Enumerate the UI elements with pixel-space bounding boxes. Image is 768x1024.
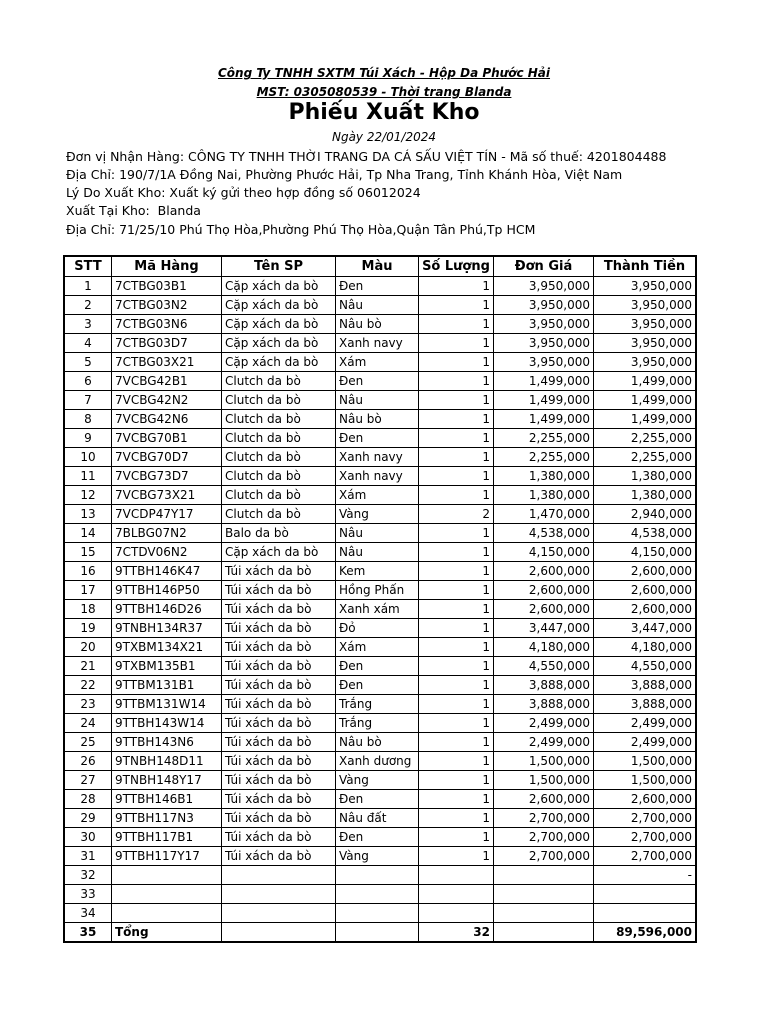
table-row bbox=[65, 315, 696, 334]
cell-stt: 17 bbox=[65, 581, 112, 600]
cell-amount: 2,700,000 bbox=[594, 809, 696, 828]
col-header-code: Mã Hàng bbox=[112, 257, 222, 277]
cell-color: Trắng bbox=[336, 695, 419, 714]
cell-color: Nâu bbox=[336, 296, 419, 315]
cell-code: 9TNBH148D11 bbox=[112, 752, 222, 771]
cell-stt: 22 bbox=[65, 676, 112, 695]
table-row bbox=[65, 847, 696, 866]
cell-code: 9TNBH148Y17 bbox=[112, 771, 222, 790]
table-row bbox=[65, 676, 696, 695]
cell-code: 7VCBG42N6 bbox=[112, 410, 222, 429]
cell-unit-price: 4,150,000 bbox=[494, 543, 594, 562]
cell-unit-price: 4,538,000 bbox=[494, 524, 594, 543]
cell-quantity bbox=[419, 885, 494, 904]
cell-quantity: 1 bbox=[419, 277, 494, 296]
cell-color: Nâu bò bbox=[336, 733, 419, 752]
cell-amount bbox=[594, 904, 696, 923]
cell-stt: 30 bbox=[65, 828, 112, 847]
cell-color: Xanh navy bbox=[336, 467, 419, 486]
cell-unit-price: 2,700,000 bbox=[494, 828, 594, 847]
cell-unit-price: 3,950,000 bbox=[494, 296, 594, 315]
table-row bbox=[65, 296, 696, 315]
cell-amount: 4,538,000 bbox=[594, 524, 696, 543]
cell-product: Cặp xách da bò bbox=[222, 353, 336, 372]
table-row bbox=[65, 733, 696, 752]
cell-unit-price: 2,499,000 bbox=[494, 714, 594, 733]
cell-product: Clutch da bò bbox=[222, 410, 336, 429]
cell-code: 9TTBH143W14 bbox=[112, 714, 222, 733]
cell-quantity: 1 bbox=[419, 581, 494, 600]
tax-code-line: MST: 0305080539 - Thời trang Blanda bbox=[256, 85, 512, 99]
col-header-unit-price: Đơn Giá bbox=[494, 257, 594, 277]
cell-unit-price: 2,499,000 bbox=[494, 733, 594, 752]
cell-product: Túi xách da bò bbox=[222, 790, 336, 809]
cell-unit-price: 1,499,000 bbox=[494, 391, 594, 410]
cell-color: Trắng bbox=[336, 714, 419, 733]
cell-stt: 28 bbox=[65, 790, 112, 809]
export-reason-line: Lý Do Xuất Kho: Xuất ký gửi theo hợp đồng số 06012024 bbox=[66, 185, 421, 200]
cell-amount: 2,700,000 bbox=[594, 847, 696, 866]
cell-unit-price: 1,380,000 bbox=[494, 467, 594, 486]
cell-unit-price: 3,950,000 bbox=[494, 277, 594, 296]
cell-unit-price: 1,499,000 bbox=[494, 372, 594, 391]
cell-amount: 1,499,000 bbox=[594, 410, 696, 429]
cell-quantity: 1 bbox=[419, 790, 494, 809]
cell-quantity: 1 bbox=[419, 733, 494, 752]
cell-quantity: 1 bbox=[419, 847, 494, 866]
cell-product: Túi xách da bò bbox=[222, 657, 336, 676]
table-row bbox=[65, 638, 696, 657]
cell-color: Đen bbox=[336, 790, 419, 809]
cell-product: Túi xách da bò bbox=[222, 847, 336, 866]
table-row bbox=[65, 372, 696, 391]
cell-product: Túi xách da bò bbox=[222, 581, 336, 600]
cell-quantity: 1 bbox=[419, 410, 494, 429]
cell-product: Clutch da bò bbox=[222, 372, 336, 391]
cell-quantity: 1 bbox=[419, 562, 494, 581]
cell-quantity: 1 bbox=[419, 714, 494, 733]
cell-stt: 9 bbox=[65, 429, 112, 448]
cell-color: Xám bbox=[336, 353, 419, 372]
cell-color: Nâu bbox=[336, 524, 419, 543]
cell-amount: 2,600,000 bbox=[594, 562, 696, 581]
cell-code: 7CTDV06N2 bbox=[112, 543, 222, 562]
cell-quantity: 2 bbox=[419, 505, 494, 524]
table-row bbox=[65, 866, 696, 885]
table-row bbox=[65, 752, 696, 771]
cell-color: Xanh navy bbox=[336, 334, 419, 353]
cell-product: Túi xách da bò bbox=[222, 638, 336, 657]
cell-product: Balo da bò bbox=[222, 524, 336, 543]
cell-product bbox=[222, 923, 336, 942]
cell-code: 9TTBH117N3 bbox=[112, 809, 222, 828]
cell-color: Nâu bbox=[336, 391, 419, 410]
cell-stt: 29 bbox=[65, 809, 112, 828]
cell-quantity: 1 bbox=[419, 448, 494, 467]
cell-amount: 3,888,000 bbox=[594, 695, 696, 714]
cell-amount: 3,447,000 bbox=[594, 619, 696, 638]
warehouse-address-line: Địa Chỉ: 71/25/10 Phú Thọ Hòa,Phường Phú Thọ Hòa,Quận Tân Phú,Tp HCM bbox=[66, 222, 536, 237]
cell-color: Nâu bò bbox=[336, 315, 419, 334]
cell-code: 7VCBG73D7 bbox=[112, 467, 222, 486]
cell-product: Clutch da bò bbox=[222, 467, 336, 486]
cell-code: 9TTBH146D26 bbox=[112, 600, 222, 619]
table-row bbox=[65, 448, 696, 467]
cell-amount: 3,950,000 bbox=[594, 296, 696, 315]
col-header-color: Màu bbox=[336, 257, 419, 277]
cell-product: Clutch da bò bbox=[222, 448, 336, 467]
cell-color bbox=[336, 885, 419, 904]
cell-amount: 2,255,000 bbox=[594, 448, 696, 467]
cell-color: Đen bbox=[336, 277, 419, 296]
cell-stt: 25 bbox=[65, 733, 112, 752]
cell-product: Clutch da bò bbox=[222, 486, 336, 505]
cell-code: 9TTBM131B1 bbox=[112, 676, 222, 695]
cell-unit-price: 1,500,000 bbox=[494, 752, 594, 771]
cell-amount: 2,499,000 bbox=[594, 733, 696, 752]
cell-code: 9TTBH143N6 bbox=[112, 733, 222, 752]
cell-color: Xám bbox=[336, 486, 419, 505]
cell-amount: 1,500,000 bbox=[594, 771, 696, 790]
cell-quantity: 1 bbox=[419, 486, 494, 505]
cell-unit-price: 3,950,000 bbox=[494, 334, 594, 353]
cell-unit-price bbox=[494, 923, 594, 942]
table-row bbox=[65, 885, 696, 904]
cell-quantity: 1 bbox=[419, 524, 494, 543]
cell-quantity bbox=[419, 904, 494, 923]
table-row bbox=[65, 581, 696, 600]
cell-product: Túi xách da bò bbox=[222, 714, 336, 733]
cell-color: Xanh navy bbox=[336, 448, 419, 467]
cell-color: Đen bbox=[336, 657, 419, 676]
cell-quantity: 1 bbox=[419, 315, 494, 334]
cell-product: Túi xách da bò bbox=[222, 752, 336, 771]
cell-quantity: 1 bbox=[419, 353, 494, 372]
cell-product: Túi xách da bò bbox=[222, 562, 336, 581]
cell-quantity: 1 bbox=[419, 543, 494, 562]
cell-unit-price: 3,888,000 bbox=[494, 695, 594, 714]
table-row bbox=[65, 543, 696, 562]
cell-quantity: 1 bbox=[419, 771, 494, 790]
cell-amount: 3,950,000 bbox=[594, 277, 696, 296]
cell-color: Vàng bbox=[336, 847, 419, 866]
table-row bbox=[65, 600, 696, 619]
cell-product: Clutch da bò bbox=[222, 391, 336, 410]
table-row bbox=[65, 486, 696, 505]
cell-quantity: 1 bbox=[419, 391, 494, 410]
table-row bbox=[65, 714, 696, 733]
cell-stt: 33 bbox=[65, 885, 112, 904]
cell-color: Xanh xám bbox=[336, 600, 419, 619]
cell-stt: 12 bbox=[65, 486, 112, 505]
cell-stt: 32 bbox=[65, 866, 112, 885]
cell-stt: 7 bbox=[65, 391, 112, 410]
cell-amount: 2,499,000 bbox=[594, 714, 696, 733]
cell-quantity bbox=[419, 866, 494, 885]
cell-unit-price: 1,380,000 bbox=[494, 486, 594, 505]
cell-color: Xám bbox=[336, 638, 419, 657]
cell-amount: 89,596,000 bbox=[594, 923, 696, 942]
table-row bbox=[65, 695, 696, 714]
cell-product: Túi xách da bò bbox=[222, 695, 336, 714]
cell-stt: 26 bbox=[65, 752, 112, 771]
cell-product: Túi xách da bò bbox=[222, 828, 336, 847]
cell-stt: 34 bbox=[65, 904, 112, 923]
cell-color: Nâu bò bbox=[336, 410, 419, 429]
cell-stt: 1 bbox=[65, 277, 112, 296]
cell-code: 7VCBG42N2 bbox=[112, 391, 222, 410]
cell-code: 9TTBH146B1 bbox=[112, 790, 222, 809]
cell-unit-price: 3,447,000 bbox=[494, 619, 594, 638]
cell-color: Đỏ bbox=[336, 619, 419, 638]
cell-stt: 14 bbox=[65, 524, 112, 543]
cell-unit-price: 2,700,000 bbox=[494, 809, 594, 828]
cell-unit-price: 2,600,000 bbox=[494, 581, 594, 600]
cell-color bbox=[336, 923, 419, 942]
cell-amount: 1,380,000 bbox=[594, 486, 696, 505]
cell-code: 9TTBM131W14 bbox=[112, 695, 222, 714]
cell-color: Nâu đất bbox=[336, 809, 419, 828]
cell-stt: 19 bbox=[65, 619, 112, 638]
cell-code: 9TTBH117Y17 bbox=[112, 847, 222, 866]
cell-unit-price: 2,700,000 bbox=[494, 847, 594, 866]
cell-stt: 4 bbox=[65, 334, 112, 353]
cell-unit-price: 3,888,000 bbox=[494, 676, 594, 695]
table-row bbox=[65, 619, 696, 638]
cell-product bbox=[222, 904, 336, 923]
cell-code: 9TXBM134X21 bbox=[112, 638, 222, 657]
cell-quantity: 1 bbox=[419, 638, 494, 657]
cell-unit-price bbox=[494, 904, 594, 923]
cell-stt: 11 bbox=[65, 467, 112, 486]
cell-color bbox=[336, 904, 419, 923]
cell-amount: 1,499,000 bbox=[594, 391, 696, 410]
cell-code bbox=[112, 885, 222, 904]
cell-product: Túi xách da bò bbox=[222, 771, 336, 790]
cell-product: Túi xách da bò bbox=[222, 733, 336, 752]
cell-code: 9TNBH134R37 bbox=[112, 619, 222, 638]
table-row bbox=[65, 277, 696, 296]
cell-stt: 16 bbox=[65, 562, 112, 581]
cell-amount: 4,150,000 bbox=[594, 543, 696, 562]
table-row bbox=[65, 353, 696, 372]
cell-stt: 24 bbox=[65, 714, 112, 733]
cell-quantity: 1 bbox=[419, 676, 494, 695]
page-title: Phiếu Xuất Kho bbox=[288, 100, 480, 125]
items-table bbox=[64, 256, 696, 942]
cell-color: Vàng bbox=[336, 505, 419, 524]
cell-code: 7VCBG42B1 bbox=[112, 372, 222, 391]
cell-code: 7CTBG03X21 bbox=[112, 353, 222, 372]
document-date: Ngày 22/01/2024 bbox=[331, 130, 437, 144]
cell-code: 7VCBG70B1 bbox=[112, 429, 222, 448]
table-row bbox=[65, 467, 696, 486]
cell-amount: 2,255,000 bbox=[594, 429, 696, 448]
cell-unit-price: 1,499,000 bbox=[494, 410, 594, 429]
col-header-product: Tên SP bbox=[222, 257, 336, 277]
cell-code: 9TTBH146K47 bbox=[112, 562, 222, 581]
table-header-row bbox=[65, 257, 696, 277]
cell-stt: 21 bbox=[65, 657, 112, 676]
cell-amount: 2,600,000 bbox=[594, 581, 696, 600]
cell-stt: 10 bbox=[65, 448, 112, 467]
cell-product: Cặp xách da bò bbox=[222, 543, 336, 562]
cell-code bbox=[112, 866, 222, 885]
cell-product: Túi xách da bò bbox=[222, 676, 336, 695]
table-row bbox=[65, 524, 696, 543]
cell-product: Túi xách da bò bbox=[222, 619, 336, 638]
cell-quantity: 32 bbox=[419, 923, 494, 942]
cell-unit-price: 1,470,000 bbox=[494, 505, 594, 524]
cell-quantity: 1 bbox=[419, 296, 494, 315]
cell-code: 7VCBG70D7 bbox=[112, 448, 222, 467]
table-row bbox=[65, 904, 696, 923]
cell-color: Vàng bbox=[336, 771, 419, 790]
cell-stt: 35 bbox=[65, 923, 112, 942]
cell-quantity: 1 bbox=[419, 372, 494, 391]
cell-code: 7VCBG73X21 bbox=[112, 486, 222, 505]
cell-product bbox=[222, 866, 336, 885]
table-row bbox=[65, 505, 696, 524]
cell-unit-price: 1,500,000 bbox=[494, 771, 594, 790]
cell-amount: 2,700,000 bbox=[594, 828, 696, 847]
cell-quantity: 1 bbox=[419, 752, 494, 771]
cell-code: 9TTBH146P50 bbox=[112, 581, 222, 600]
cell-stt: 3 bbox=[65, 315, 112, 334]
cell-amount bbox=[594, 885, 696, 904]
table-row bbox=[65, 809, 696, 828]
warehouse-line: Xuất Tại Kho: Blanda bbox=[66, 203, 201, 218]
company-name: Công Ty TNHH SXTM Túi Xách - Hộp Da Phước Hải bbox=[217, 66, 551, 80]
cell-stt: 13 bbox=[65, 505, 112, 524]
table-row bbox=[65, 334, 696, 353]
table-row bbox=[65, 657, 696, 676]
table-row bbox=[65, 828, 696, 847]
cell-stt: 6 bbox=[65, 372, 112, 391]
cell-amount: - bbox=[594, 866, 696, 885]
cell-code: 9TXBM135B1 bbox=[112, 657, 222, 676]
cell-amount: 2,600,000 bbox=[594, 600, 696, 619]
cell-quantity: 1 bbox=[419, 619, 494, 638]
cell-product: Cặp xách da bò bbox=[222, 334, 336, 353]
cell-unit-price: 2,600,000 bbox=[494, 790, 594, 809]
cell-amount: 1,500,000 bbox=[594, 752, 696, 771]
cell-unit-price: 3,950,000 bbox=[494, 353, 594, 372]
cell-color: Hồng Phấn bbox=[336, 581, 419, 600]
cell-unit-price: 4,180,000 bbox=[494, 638, 594, 657]
cell-color: Đen bbox=[336, 828, 419, 847]
cell-amount: 3,950,000 bbox=[594, 334, 696, 353]
cell-code bbox=[112, 904, 222, 923]
cell-stt: 18 bbox=[65, 600, 112, 619]
cell-code: 9TTBH117B1 bbox=[112, 828, 222, 847]
cell-product: Cặp xách da bò bbox=[222, 315, 336, 334]
table-row bbox=[65, 562, 696, 581]
table-row bbox=[65, 410, 696, 429]
cell-unit-price: 2,255,000 bbox=[494, 429, 594, 448]
cell-color: Đen bbox=[336, 429, 419, 448]
cell-amount: 3,888,000 bbox=[594, 676, 696, 695]
cell-code: 7CTBG03B1 bbox=[112, 277, 222, 296]
cell-color: Đen bbox=[336, 676, 419, 695]
cell-product: Túi xách da bò bbox=[222, 600, 336, 619]
recipient-address-line: Địa Chỉ: 190/7/1A Đồng Nai, Phường Phước Hải, Tp Nha Trang, Tỉnh Khánh Hòa, Việt Nam bbox=[66, 167, 623, 182]
cell-amount: 3,950,000 bbox=[594, 315, 696, 334]
cell-stt: 20 bbox=[65, 638, 112, 657]
cell-stt: 15 bbox=[65, 543, 112, 562]
cell-amount: 3,950,000 bbox=[594, 353, 696, 372]
cell-code: 7CTBG03N2 bbox=[112, 296, 222, 315]
table-row bbox=[65, 771, 696, 790]
cell-code: 7BLBG07N2 bbox=[112, 524, 222, 543]
cell-quantity: 1 bbox=[419, 429, 494, 448]
total-row bbox=[65, 923, 696, 942]
cell-unit-price: 4,550,000 bbox=[494, 657, 594, 676]
cell-color: Kem bbox=[336, 562, 419, 581]
cell-color: Nâu bbox=[336, 543, 419, 562]
cell-product: Túi xách da bò bbox=[222, 809, 336, 828]
cell-stt: 31 bbox=[65, 847, 112, 866]
cell-quantity: 1 bbox=[419, 467, 494, 486]
cell-unit-price bbox=[494, 885, 594, 904]
cell-product: Cặp xách da bò bbox=[222, 296, 336, 315]
cell-quantity: 1 bbox=[419, 809, 494, 828]
cell-product bbox=[222, 885, 336, 904]
cell-unit-price: 2,255,000 bbox=[494, 448, 594, 467]
cell-code: 7CTBG03N6 bbox=[112, 315, 222, 334]
cell-quantity: 1 bbox=[419, 828, 494, 847]
table-row bbox=[65, 429, 696, 448]
cell-stt: 2 bbox=[65, 296, 112, 315]
cell-stt: 23 bbox=[65, 695, 112, 714]
cell-code: 7CTBG03D7 bbox=[112, 334, 222, 353]
cell-amount: 4,550,000 bbox=[594, 657, 696, 676]
table-row bbox=[65, 790, 696, 809]
col-header-stt: STT bbox=[65, 257, 112, 277]
cell-stt: 27 bbox=[65, 771, 112, 790]
cell-code: Tổng bbox=[112, 923, 222, 942]
cell-unit-price: 2,600,000 bbox=[494, 600, 594, 619]
cell-unit-price: 2,600,000 bbox=[494, 562, 594, 581]
cell-code: 7VCDP47Y17 bbox=[112, 505, 222, 524]
cell-quantity: 1 bbox=[419, 600, 494, 619]
cell-color bbox=[336, 866, 419, 885]
table-row bbox=[65, 391, 696, 410]
cell-stt: 5 bbox=[65, 353, 112, 372]
cell-amount: 4,180,000 bbox=[594, 638, 696, 657]
cell-amount: 2,600,000 bbox=[594, 790, 696, 809]
cell-product: Clutch da bò bbox=[222, 429, 336, 448]
cell-amount: 2,940,000 bbox=[594, 505, 696, 524]
cell-color: Đen bbox=[336, 372, 419, 391]
recipient-line: Đơn vị Nhận Hàng: CÔNG TY TNHH THỜI TRANG DA CÁ SẤU VIỆT TÍN - Mã số thuế: 4201804488 bbox=[66, 149, 667, 164]
cell-product: Clutch da bò bbox=[222, 505, 336, 524]
col-header-quantity: Số Lượng bbox=[419, 257, 494, 277]
cell-unit-price: 3,950,000 bbox=[494, 315, 594, 334]
cell-quantity: 1 bbox=[419, 657, 494, 676]
cell-color: Xanh dương bbox=[336, 752, 419, 771]
col-header-amount: Thành Tiền bbox=[594, 257, 696, 277]
cell-quantity: 1 bbox=[419, 695, 494, 714]
cell-product: Cặp xách da bò bbox=[222, 277, 336, 296]
cell-stt: 8 bbox=[65, 410, 112, 429]
cell-quantity: 1 bbox=[419, 334, 494, 353]
cell-amount: 1,499,000 bbox=[594, 372, 696, 391]
cell-amount: 1,380,000 bbox=[594, 467, 696, 486]
cell-unit-price bbox=[494, 866, 594, 885]
